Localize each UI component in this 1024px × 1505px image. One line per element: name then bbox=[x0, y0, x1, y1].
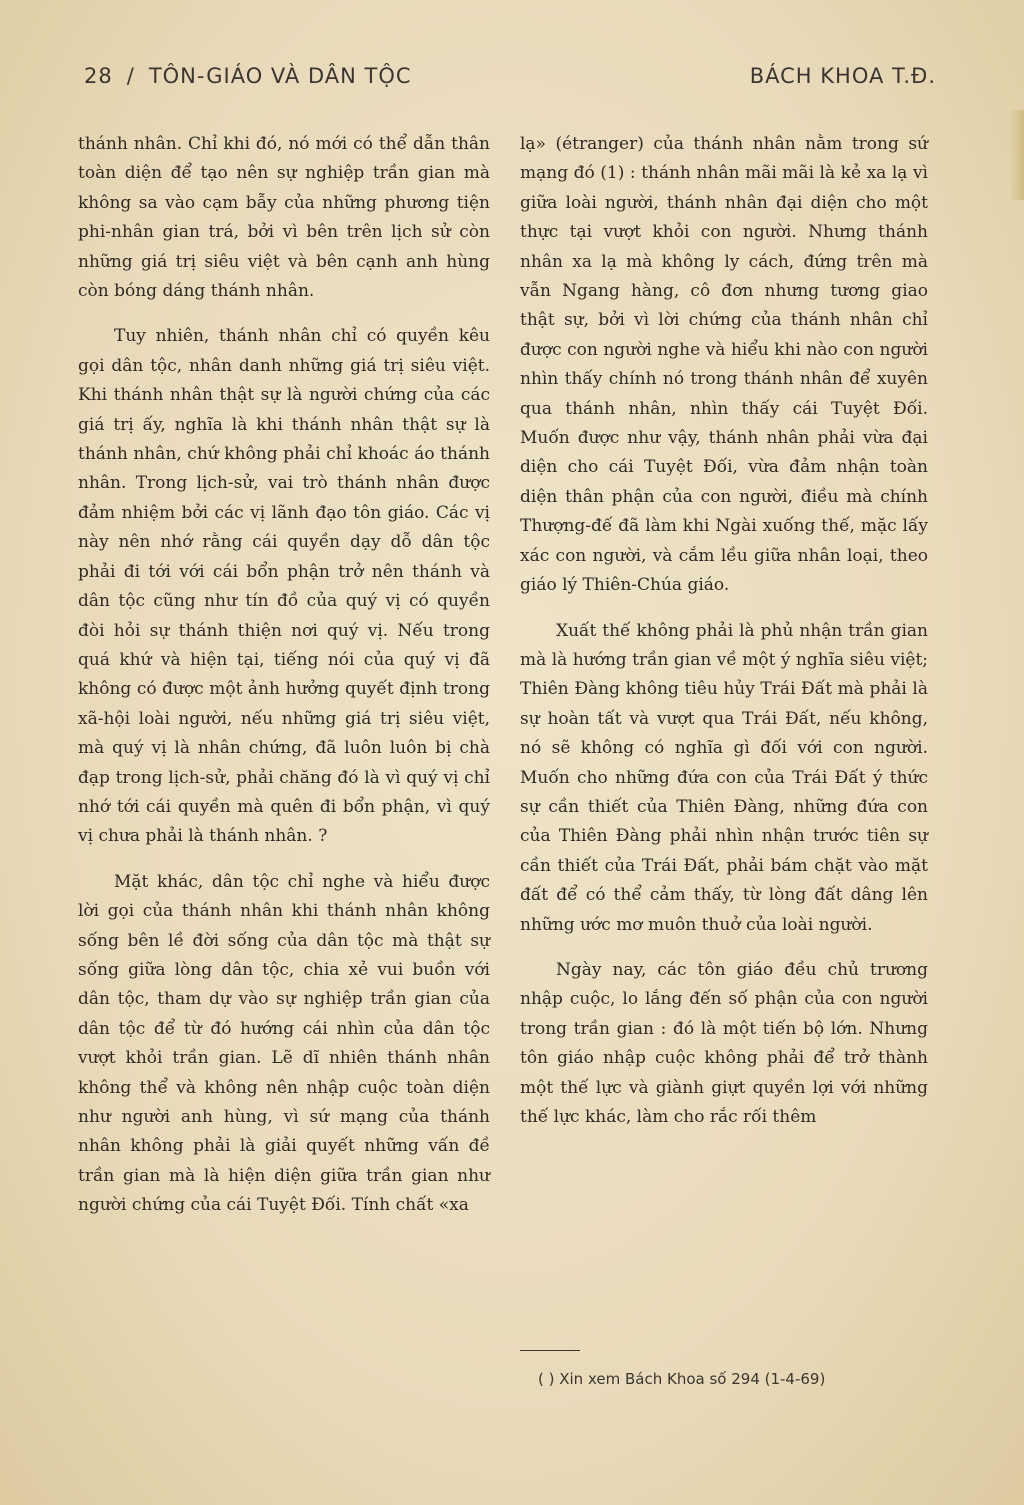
paragraph: Xuất thế không phải là phủ nhận trần gian mà là hướng trần gian về một ý nghĩa siêu việt; Thiên Đàng không tiêu hủy Trái Đất mà phải là sự hoàn tất và vượt qua Trái Đất, nếu không, nó sẽ không có nghĩa gì đối với con người. Muốn cho những đứa con của Trái Đất ý thức sự cần thiết của Thiên Đàng, những đứa con của Thiên Đàng phải nhìn nhận trước tiên sự cần thiết của Trái Đất, phải bám chặt vào mặt đất để có thể cảm thấy, từ lòng đất dâng lên những ước mơ muôn thuở của loài người. bbox=[520, 620, 928, 935]
header-left bbox=[84, 64, 412, 88]
right-column bbox=[520, 130, 928, 1132]
paragraph: Ngày nay, các tôn giáo đều chủ trương nhập cuộc, lo lắng đến số phận của con người trong trần gian : đó là một tiến bộ lớn. Nhưng tôn giáo nhập cuộc không phải để trở thành một thế lực và giành giựt quyền lợi với những thế lực khác, làm cho rắc rối thêm bbox=[520, 959, 928, 1127]
paper-stain bbox=[1010, 110, 1024, 200]
paragraph: thánh nhân. Chỉ khi đó, nó mới có thể dẫn thân toàn diện để tạo nên sự nghiệp trần gian mà không sa vào cạm bẫy của những phương tiện phi-nhân gian trá, bởi vì bên trên lịch sử còn những giá trị siêu việt và bên cạnh anh hùng còn bóng dáng thánh nhân. bbox=[78, 134, 490, 302]
left-column bbox=[78, 130, 490, 1221]
footnote: ( ) Xin xem Bách Khoa số 294 (1-4-69) bbox=[538, 1370, 826, 1388]
paragraph: Tuy nhiên, thánh nhân chỉ có quyền kêu gọi dân tộc, nhân danh những giá trị siêu việt. Khi thánh nhân thật sự là người chứng của các giá trị ấy, nghĩa là khi thánh nhân thật sự là thánh nhân, chứ không phải chỉ khoác áo thánh nhân. Trong lịch-sử, vai trò thánh nhân được đảm nhiệm bởi các vị lãnh đạo tôn giáo. Các vị này nên nhớ rằng cái quyền dạy dỗ dân tộc phải đi tới với cái bổn phận trở nên thánh và dân tộc cũng như tín đồ của quý vị có quyền đòi hỏi sự thánh thiện nơi quý vị. Nếu trong quá khứ và hiện tại, tiếng nói của quý vị đã không có được một ảnh hưởng quyết định trong xã-hội loài người, nếu những giá trị siêu việt, mà quý vị là nhân chứng, đã luôn luôn bị chà đạp trong lịch-sử, phải chăng đó là vì quý vị chỉ nhớ tới cái quyền mà quên đi bổn phận, vì quý vị chưa phải là thánh nhân. ? bbox=[78, 326, 490, 847]
footnote-divider bbox=[520, 1350, 580, 1351]
page-header bbox=[84, 64, 936, 98]
header-separator: / bbox=[126, 64, 135, 88]
section-title: TÔN-GIÁO VÀ DÂN TỘC bbox=[148, 64, 412, 88]
page-number: 28 bbox=[84, 64, 113, 88]
paragraph: Mặt khác, dân tộc chỉ nghe và hiểu được lời gọi của thánh nhân khi thánh nhân không sống bên lề đời sống của dân tộc mà thật sự sống giữa lòng dân tộc, chia xẻ vui buồn với dân tộc, tham dự vào sự nghiệp trần gian của dân tộc để từ đó hướng cái nhìn của dân tộc vượt khỏi trần gian. Lẽ dĩ nhiên thánh nhân không thể và không nên nhập cuộc toàn diện như người anh hùng, vì sứ mạng của thánh nhân không phải là giải quyết những vấn đề trần gian mà là hiện diện giữa trần gian như người chứng của cái Tuyệt Đối. Tính chất «xa bbox=[78, 871, 490, 1216]
paragraph: lạ» (étranger) của thánh nhân nằm trong sứ mạng đó (1) : thánh nhân mãi mãi là kẻ xa lạ vì giữa loài người, thánh nhân đại diện cho một thực tại vượt khỏi con người. Nhưng thánh nhân xa lạ mà không ly cách, đứng trên mà vẫn Ngang hàng, cô đơn nhưng tương giao thật sự, bởi vì lời chứng của thánh nhân chỉ được con người nghe và hiểu khi nào con người nhìn thấy chính nó trong thánh nhân để xuyên qua thánh nhân, nhìn thấy cái Tuyệt Đối. Muốn được như vậy, thánh nhân phải vừa đại diện cho cái Tuyệt Đối, vừa đảm nhận toàn diện thân phận của con người, điều mà chính Thượng-đế đã làm khi Ngài xuống thế, mặc lấy xác con người, và cắm lều giữa nhân loại, theo giáo lý Thiên-Chúa giáo. bbox=[520, 134, 928, 596]
journal-name: BÁCH KHOA T.Đ. bbox=[749, 64, 936, 88]
